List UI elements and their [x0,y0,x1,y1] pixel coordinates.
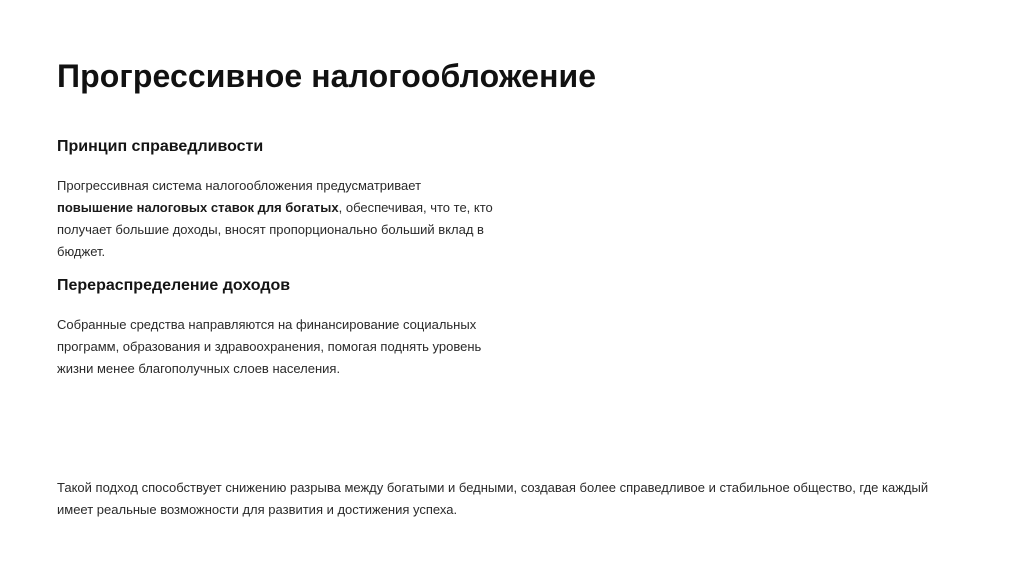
section-text: Собранные средства направляются на финансирование социальных программ, образования и здравоохранения, помогая поднять уровень жизни менее благополучных слоев населения. [57,317,482,376]
section-text-after: , обеспечивая, что те, кто получает большие доходы, вносят пропорционально больший вклад в бюджет. [57,200,493,259]
conclusion-text: Такой подход способствует снижению разрыва между богатыми и бедными, создавая более справедливое и стабильное общество, где каждый имеет реальные возможности для развития и достижения успеха. [57,480,929,517]
section-income-redistribution [57,277,497,380]
section-text [57,175,497,263]
section-text-bold: повышение налоговых ставок для богатых [57,200,339,215]
slide-title: Прогрессивное налогообложение [57,58,597,94]
section-text-before: Прогрессивная система налогообложения предусматривает [57,178,422,193]
section-fairness-principle [57,138,497,263]
section-heading: Перераспределение доходов [57,277,291,294]
section-heading: Принцип справедливости [57,138,264,155]
